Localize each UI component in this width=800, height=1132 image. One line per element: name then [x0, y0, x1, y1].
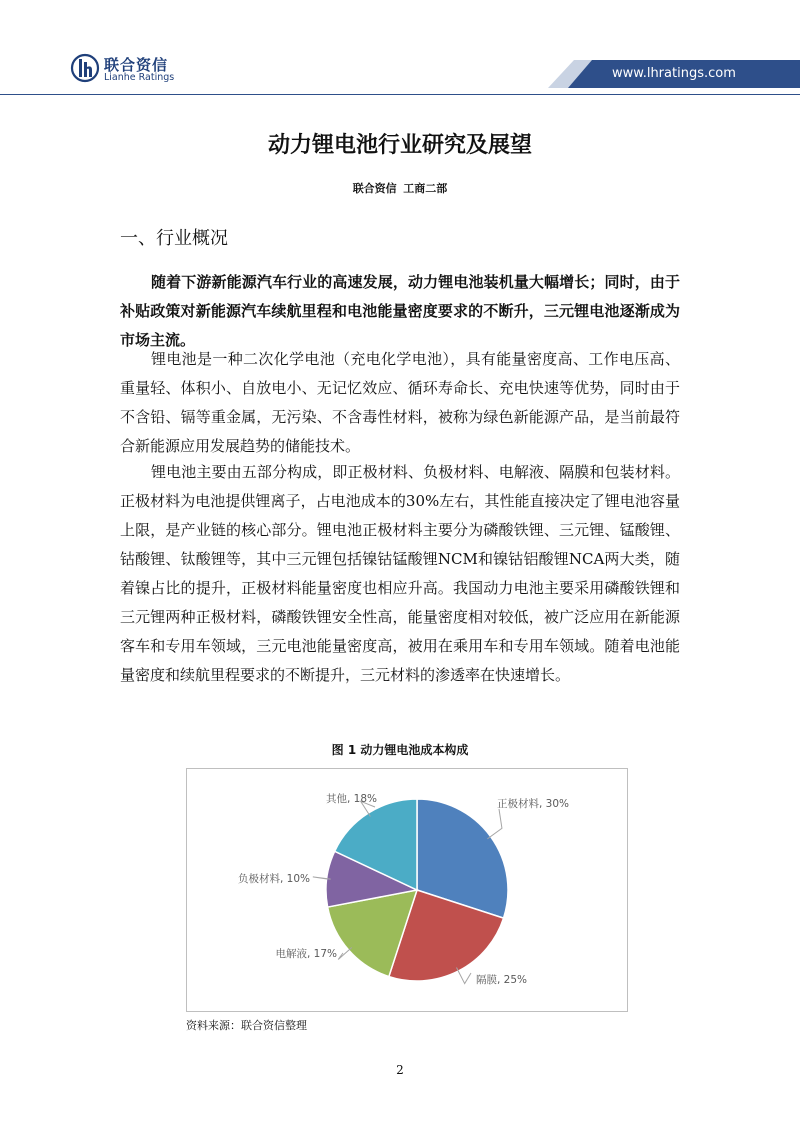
- pie-data-label: 电解液, 17%: [275, 948, 337, 960]
- logo-chinese-name: 联合资信: [104, 56, 169, 74]
- document-subtitle: 联合资信 工商二部: [352, 182, 448, 195]
- pie-data-label: 负极材料, 10%: [237, 873, 310, 885]
- header-divider: [0, 94, 800, 95]
- header-url-link[interactable]: www.lhratings.com: [612, 66, 736, 81]
- company-logo-icon: [70, 53, 100, 83]
- pie-chart-frame: [186, 768, 628, 1012]
- pie-data-label: 其他, 18%: [325, 793, 377, 805]
- pie-chart: [187, 769, 627, 1011]
- pie-data-label: 正极材料, 30%: [497, 798, 570, 810]
- page-number: 2: [396, 1063, 404, 1077]
- document-title: 动力锂电池行业研究及展望: [267, 133, 532, 158]
- section-heading: 一、行业概况: [120, 228, 228, 249]
- paragraph-summary: 随着下游新能源汽车行业的高速发展，动力锂电池装机量大幅增长；同时，由于补贴政策对新能源汽车续航里程和电池能量密度要求的不断升，三元锂电池逐渐成为市场主流。: [120, 273, 680, 349]
- logo-english-name: Lianhe Ratings: [104, 72, 175, 83]
- pie-leader-line: [338, 948, 352, 960]
- page-header: [0, 0, 800, 96]
- paragraph-body: 锂电池主要由五部分构成，即正极材料、负极材料、电解液、隔膜和包装材料。正极材料为电池提供锂离子，占电池成本的30%左右，其性能直接决定了锂电池容量上限，是产业链的核心部分。锂电池正极材料主要分为磷酸铁锂、三元锂、锰酸锂、钴酸锂、钛酸锂等，其中三元锂包括镍钴锰酸锂NCM和镍钴铝酸锂NCA两大类，随着镍占比的提升，正极材料能量密度也相应升高。我国动力电池主要采用磷酸铁锂和三元锂两种正极材料，磷酸铁锂安全性高，能量密度相对较低，被广泛应用在新能源客车和专用车领域，三元电池能量密度高，被用在乘用车和专用车领域。随着电池能量密度和续航里程要求的不断提升，三元材料的渗透率在快速增长。: [120, 463, 680, 684]
- source-note: 资料来源：联合资信整理: [186, 1019, 307, 1032]
- paragraph-body: 锂电池是一种二次化学电池（充电化学电池），具有能量密度高、工作电压高、重量轻、体积小、自放电小、无记忆效应、循环寿命长、充电快速等优势，同时由于不含铅、镉等重金属，无污染、不含毒性材料，被称为绿色新能源产品，是当前最符合新能源应用发展趋势的储能技术。: [120, 350, 680, 455]
- figure-caption: 图 1 动力锂电池成本构成: [331, 743, 469, 757]
- pie-data-label: 隔膜, 25%: [476, 974, 528, 986]
